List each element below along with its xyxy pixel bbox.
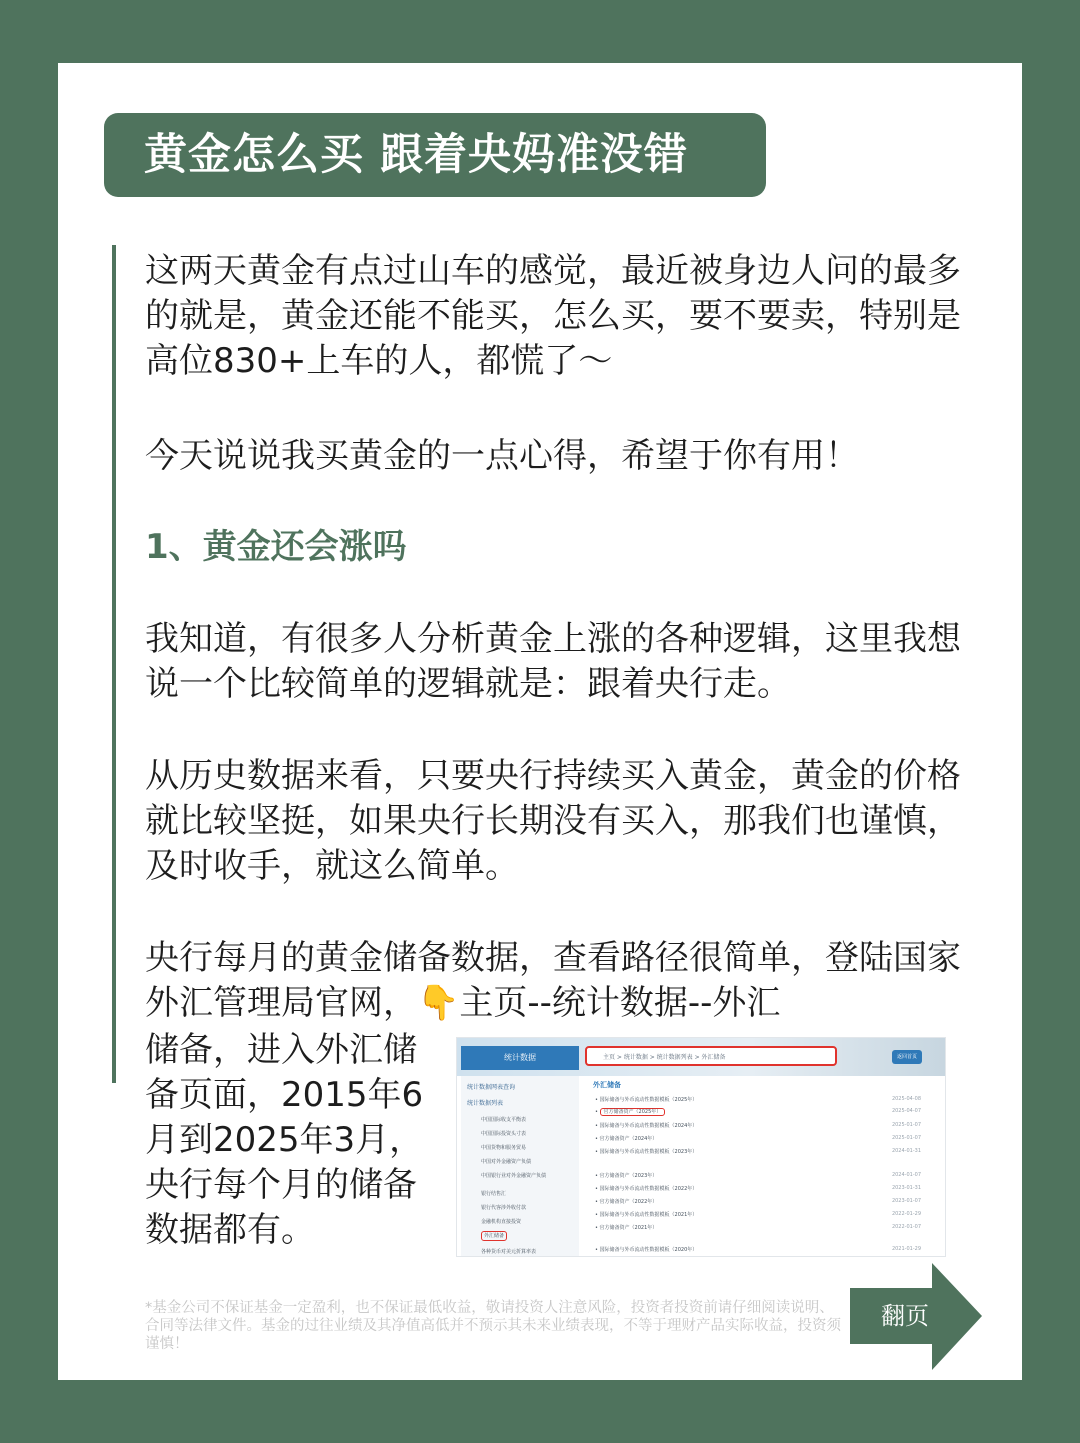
list-item-date: 2023-01-31: [891, 1185, 921, 1191]
nav-subitem: 中国国际收支平衡表: [481, 1117, 527, 1123]
list-item-date: 2022-01-07: [891, 1224, 921, 1230]
paragraph-intro: 这两天黄金有点过山车的感觉，最近被身边人问的最多的就是，黄金还能不能买，怎么买，要不要卖，特别是高位830+上车的人，都慌了～: [145, 251, 961, 381]
nav-subitem: 各种货币对美元折算率表: [481, 1249, 537, 1255]
paragraph-reserve-page: 储备，进入外汇储备页面，2015年6月到2025年3月，央行每个月的储备数据都有。: [145, 1030, 424, 1250]
paragraph-purpose: 今天说说我买黄金的一点心得，希望于你有用！: [145, 436, 859, 476]
screenshot-nav: [461, 1076, 579, 1256]
nav-subitem: 银行代客涉外收付款: [481, 1205, 527, 1211]
list-item-title: 官方储备资产（2021年）: [599, 1225, 658, 1231]
nav-subitem: 金融机构直接投资: [481, 1219, 522, 1225]
list-item: • 官方储备资产（2025年） 2025-04-07: [595, 1108, 921, 1115]
list-item-title-highlight: 官方储备资产（2025年）: [600, 1108, 666, 1116]
list-item: • 国际储备与外币流动性数据模板（2024年） 2025-01-07: [595, 1122, 921, 1129]
paragraph-path: 央行每月的黄金储备数据，查看路径很简单，登陆国家外汇管理局官网，👇主页--统计数据--外汇: [145, 938, 961, 1023]
list-item-date: 2021-01-29: [891, 1246, 921, 1252]
nav-subitem-forex-reserve: [481, 1232, 587, 1239]
list-item-title: 国际储备与外币流动性数据模板（2025年）: [599, 1097, 698, 1103]
list-item: • 国际储备与外币流动性数据模板（2023年） 2024-01-31: [595, 1148, 921, 1155]
list-item: • 官方储备资产（2022年） 2023-01-07: [595, 1198, 921, 1205]
next-page-label: 翻页: [881, 1302, 929, 1330]
list-item: • 国际储备与外币流动性数据模板（2022年） 2023-01-31: [595, 1185, 921, 1192]
list-item-title: 官方储备资产（2022年）: [599, 1199, 658, 1205]
list-item: • 国际储备与外币流动性数据模板（2025年） 2025-04-08: [595, 1096, 921, 1103]
list-item-title: 国际储备与外币流动性数据模板（2021年）: [599, 1212, 698, 1218]
list-item-date: 2025-01-07: [891, 1135, 921, 1141]
nav-item: 统计数据网表查询: [467, 1084, 516, 1091]
nav-subitem-highlight: 外汇储备: [481, 1231, 507, 1241]
nav-item: 统计数据列表: [467, 1100, 504, 1107]
safe-website-screenshot: [456, 1037, 946, 1257]
nav-subitem: 中国银行业对外金融资产负债: [481, 1173, 547, 1179]
screenshot-back-button: 返回首页: [892, 1050, 922, 1064]
list-item-date: 2023-01-07: [891, 1198, 921, 1204]
next-page-button[interactable]: [850, 1263, 982, 1370]
nav-subitem: 银行结售汇: [481, 1191, 507, 1197]
list-item: • 官方储备资产（2021年） 2022-01-07: [595, 1224, 921, 1231]
decorative-side-line: [112, 245, 116, 1083]
disclaimer-text: *基金公司不保证基金一定盈利，也不保证最低收益，敬请投资人注意风险，投资者投资前请仔细阅读说明、合同等法律文件。基金的过往业绩及其净值高低并不预示其未来业绩表现，不等于理财产品实际收益，投资须谨慎！: [145, 1300, 841, 1352]
list-item-date: 2024-01-07: [891, 1172, 921, 1178]
list-item-date: 2022-01-29: [891, 1211, 921, 1217]
list-item-title: 国际储备与外币流动性数据模板（2023年）: [599, 1149, 698, 1155]
list-item: • 国际储备与外币流动性数据模板（2021年） 2022-01-29: [595, 1211, 921, 1218]
screenshot-breadcrumb: [585, 1046, 837, 1066]
paragraph-logic: 我知道，有很多人分析黄金上涨的各种逻辑，这里我想说一个比较简单的逻辑就是：跟着央行走。: [145, 619, 961, 704]
screenshot-section-title: 外汇储备: [593, 1081, 621, 1089]
list-item-title: 国际储备与外币流动性数据模板（2020年）: [599, 1247, 698, 1253]
list-item-date: 2025-04-07: [891, 1108, 921, 1114]
nav-subitem: 中国国际投资头寸表: [481, 1131, 527, 1137]
list-item-title: 国际储备与外币流动性数据模板（2022年）: [599, 1186, 698, 1192]
list-item: • 国际储备与外币流动性数据模板（2020年） 2021-01-29: [595, 1246, 921, 1253]
section-heading: 1、黄金还会涨吗: [145, 527, 407, 567]
list-item: • 官方储备资产（2024年） 2025-01-07: [595, 1135, 921, 1142]
list-item-title: 官方储备资产（2023年）: [599, 1173, 658, 1179]
content-card: [58, 63, 1022, 1380]
list-item-date: 2025-01-07: [891, 1122, 921, 1128]
nav-subitem: 中国货物和服务贸易: [481, 1145, 527, 1151]
page-title: 黄金怎么买 跟着央妈准没错: [104, 113, 766, 197]
list-item-title: 国际储备与外币流动性数据模板（2024年）: [599, 1123, 698, 1129]
list-item-title: 官方储备资产（2024年）: [599, 1136, 658, 1142]
list-item: • 官方储备资产（2023年） 2024-01-07: [595, 1172, 921, 1179]
paragraph-history: 从历史数据来看，只要央行持续买入黄金，黄金的价格就比较坚挺，如果央行长期没有买入，那我们也谨慎，及时收手，就这么简单。: [145, 756, 961, 886]
screenshot-breadcrumb-text: 主页 > 统计数据 > 统计数据列表 > 外汇储备: [603, 1054, 726, 1061]
screenshot-side-header: 统计数据: [461, 1046, 579, 1070]
list-item-date: 2024-01-31: [891, 1148, 921, 1154]
list-item-date: 2025-04-08: [891, 1096, 921, 1102]
nav-subitem: 中国对外金融资产负债: [481, 1159, 532, 1165]
